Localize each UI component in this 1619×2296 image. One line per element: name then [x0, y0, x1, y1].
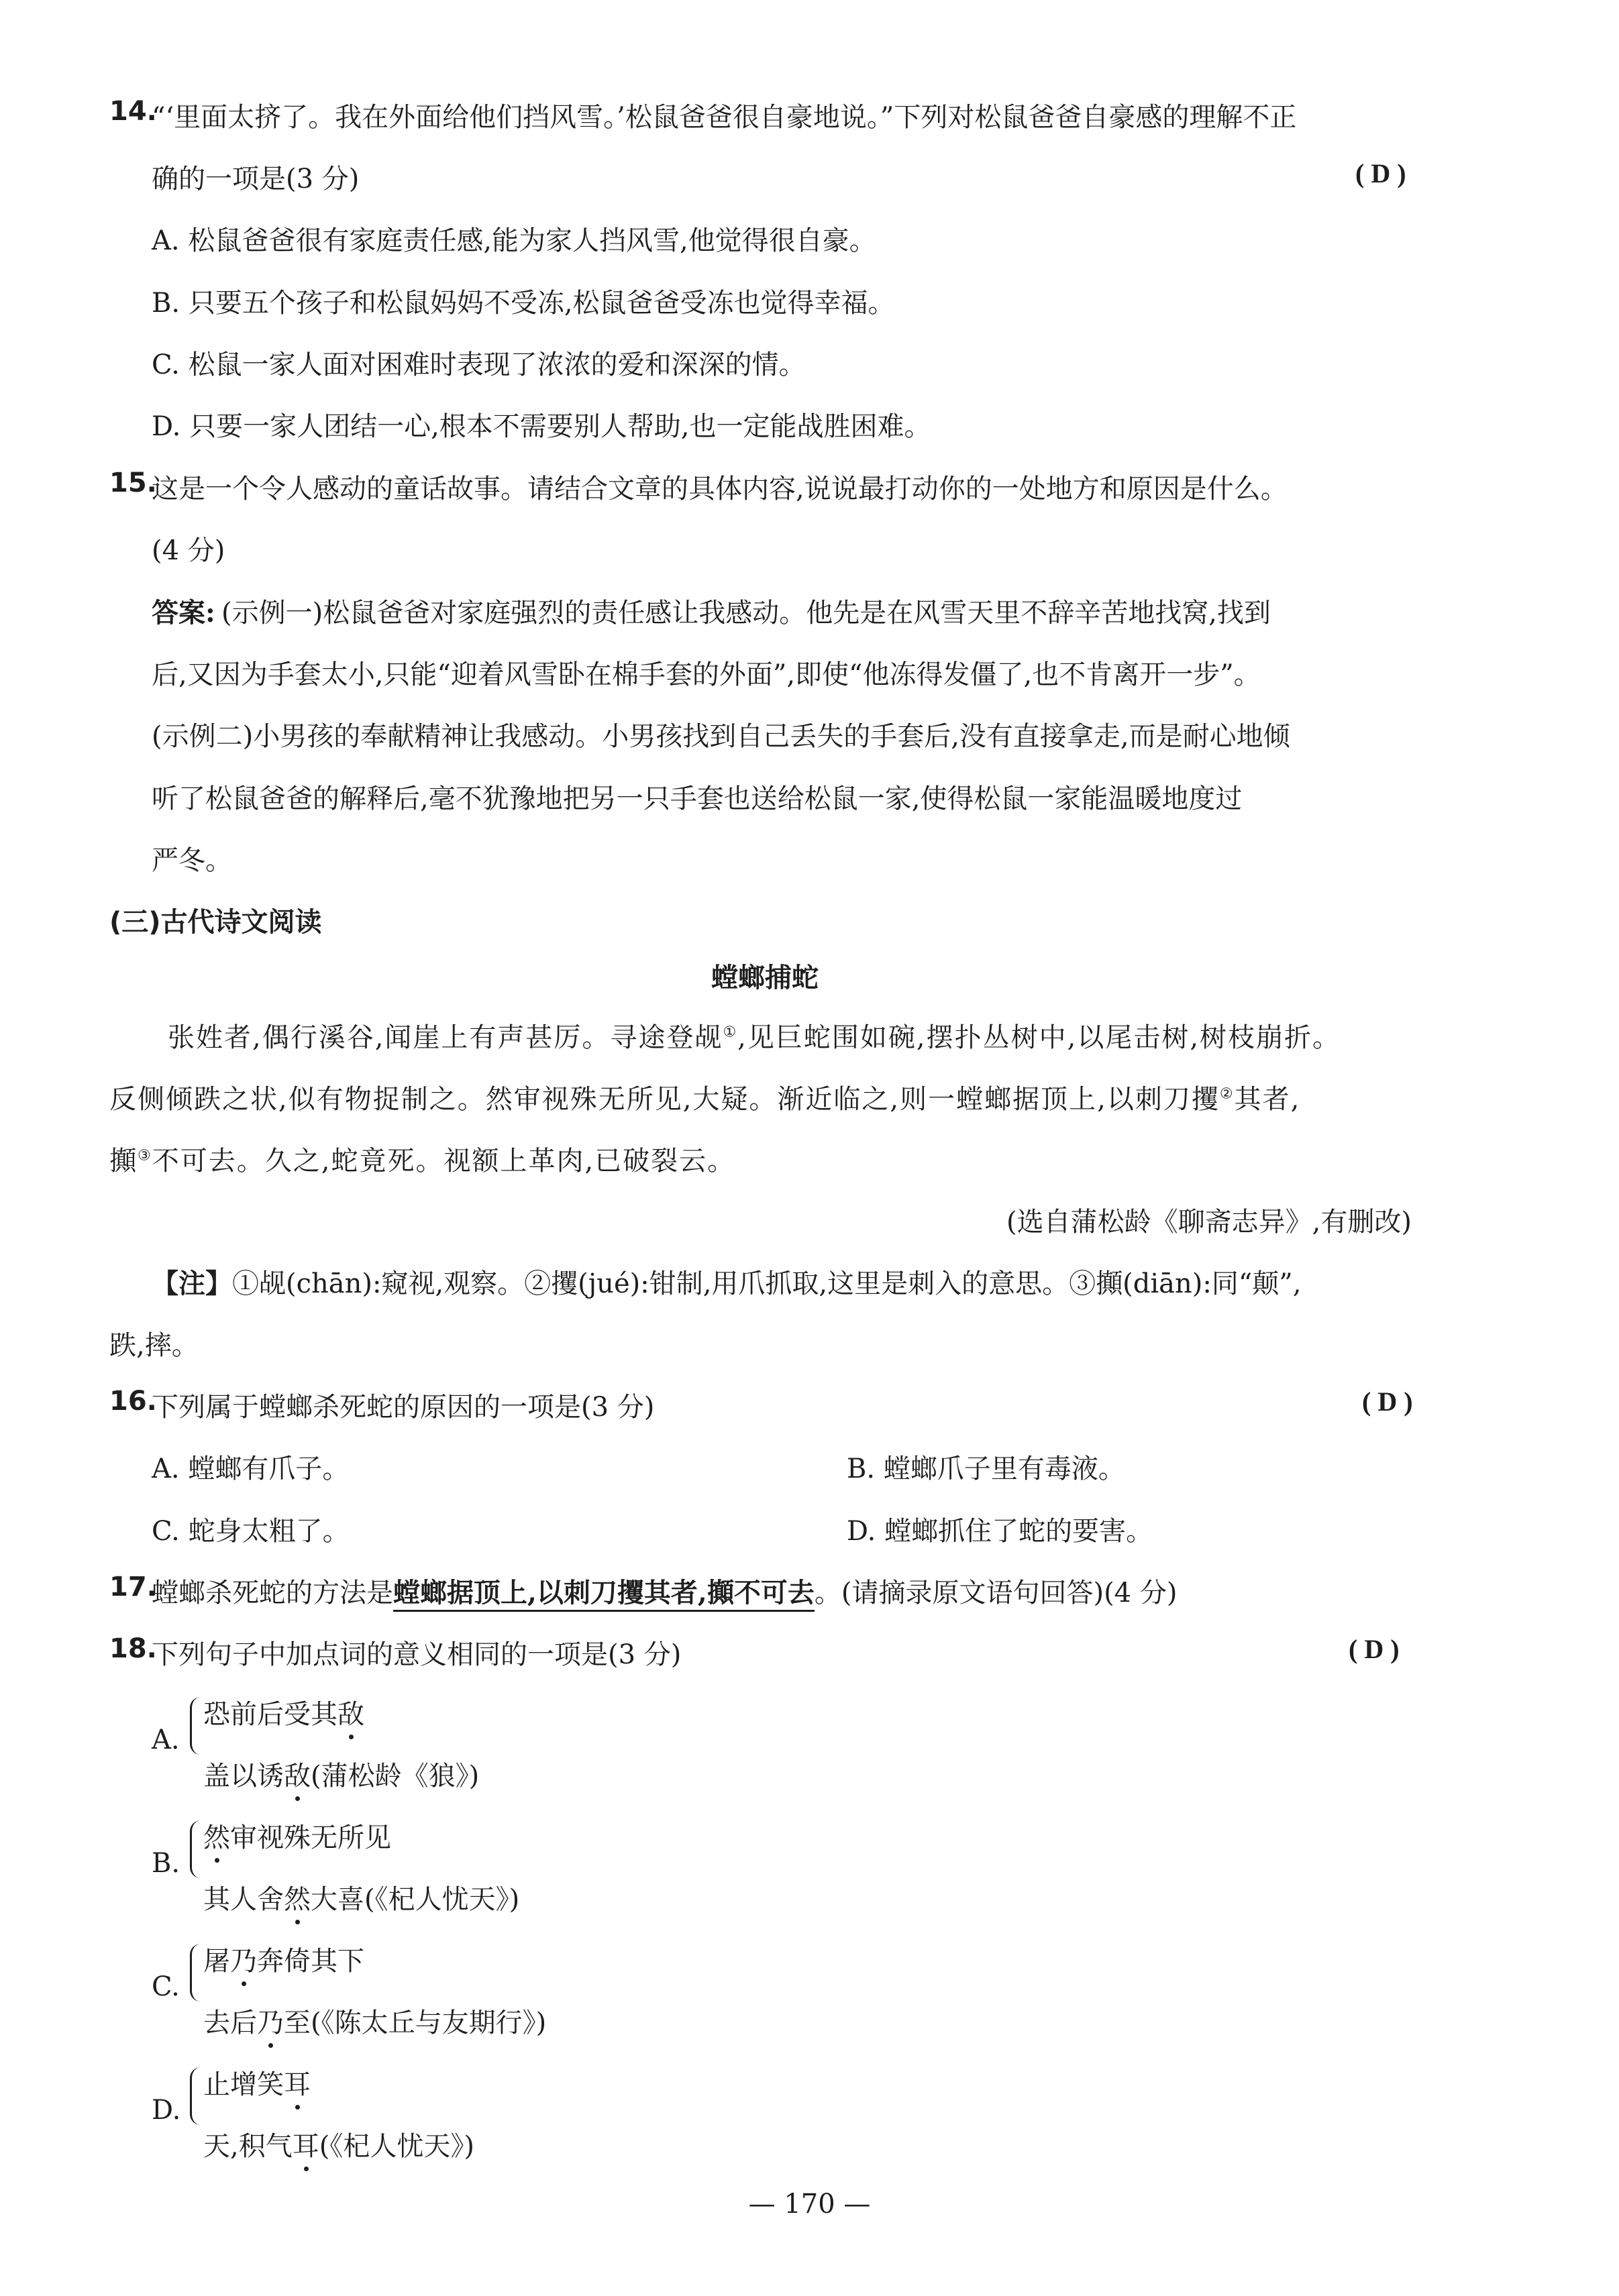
- q18-option-b-line2: 其人舍然大喜(《杞人忧天》): [203, 1878, 519, 1916]
- q15-number: 15.: [109, 468, 157, 498]
- q16-number: 16.: [109, 1386, 157, 1417]
- q15-answer-line4: 听了松鼠爸爸的解释后,毫不犹豫地把另一只手套也送给松鼠一家,使得松鼠一家能温暖地度过: [152, 783, 1243, 814]
- passage-note-line1: 【注】①觇(chān):窥视,观察。②攫(jué):钳制,用爪抓取,这里是刺入的意思。③攧(diān):同“颠”,: [152, 1268, 1302, 1299]
- q14-option-a: A. 松鼠爸爸很有家庭责任感,能为家人挡风雪,他觉得很自豪。: [152, 225, 876, 256]
- q18-option-c-brace: [190, 1944, 204, 2002]
- q14-option-d: D. 只要一家人团结一心,根本不需要别人帮助,也一定能战胜困难。: [152, 411, 931, 442]
- passage-title: 螳螂捕蛇: [711, 962, 819, 993]
- q15-answer-label: 答案:: [152, 597, 215, 628]
- q16-answer: ( D ): [1362, 1386, 1413, 1417]
- q18-option-d-line2: 天,积气耳(《杞人忧天》): [203, 2125, 474, 2163]
- q17-stem: 螳螂杀死蛇的方法是螳螂据顶上,以刺刀攫其者,攧不可去。(请摘录原文语句回答)(4 分): [152, 1572, 1177, 1610]
- q18-option-a-line1: 恐前后受其敌: [203, 1693, 364, 1731]
- q14-option-b: B. 只要五个孩子和松鼠妈妈不受冻,松鼠爸爸受冻也觉得幸福。: [152, 288, 895, 319]
- q16-option-b: B. 螳螂爪子里有毒液。: [847, 1454, 1125, 1484]
- q18-option-a-line2: 盖以诱敌(蒲松龄《狼》): [203, 1755, 479, 1793]
- q18-option-d-line1: 止增笑耳: [203, 2063, 311, 2101]
- passage-line3: 攧③不可去。久之,蛇竟死。视额上革肉,已破裂云。: [109, 1146, 736, 1177]
- q16-option-d: D. 螳螂抓住了蛇的要害。: [847, 1516, 1153, 1547]
- q15-stem-line1: 这是一个令人感动的童话故事。请结合文章的具体内容,说说最打动你的一处地方和原因是什么。: [152, 474, 1288, 504]
- q18-option-d-label: D.: [152, 2095, 181, 2126]
- q15-answer-line5: 严冬。: [152, 845, 232, 876]
- q18-option-a-label: A.: [152, 1725, 180, 1755]
- q15-answer-line2: 后,又因为手套太小,只能“迎着风雪卧在棉手套的外面”,即使“他冻得发僵了,也不肯离开一步”。: [152, 659, 1261, 690]
- q18-answer: ( D ): [1349, 1634, 1400, 1664]
- q14-option-c: C. 松鼠一家人面对困难时表现了浓浓的爱和深深的情。: [152, 349, 806, 380]
- q17-number: 17.: [109, 1572, 157, 1602]
- page-number: — 170 —: [748, 2189, 871, 2220]
- q15-answer-line3: (示例二)小男孩的奉献精神让我感动。小男孩找到自己丢失的手套后,没有直接拿走,而是耐心地倾: [152, 721, 1290, 752]
- q18-number: 18.: [109, 1633, 157, 1664]
- q16-option-c: C. 蛇身太粗了。: [152, 1516, 350, 1547]
- q17-answer: 螳螂据顶上,以刺刀攫其者,攧不可去: [393, 1577, 815, 1612]
- q14-stem-line1: “‘里面太挤了。我在外面给他们挡风雪。’松鼠爸爸很自豪地说。”下列对松鼠爸爸自豪感的理解不正: [152, 102, 1297, 133]
- q18-option-b-line1: 然审视殊无所见: [203, 1816, 391, 1855]
- passage-note-line2: 跌,摔。: [109, 1330, 199, 1361]
- q15-stem-line2: (4 分): [152, 535, 225, 566]
- q18-stem: 下列句子中加点词的意义相同的一项是(3 分): [152, 1639, 682, 1670]
- q15-answer-line1: (示例一)松鼠爸爸对家庭强烈的责任感让我感动。他先是在风雪天里不辞辛苦地找窝,找到: [221, 598, 1271, 628]
- passage-line1: 张姓者,偶行溪谷,闻崖上有声甚厉。寻途登觇①,见巨蛇围如碗,摆扑丛树中,以尾击树,树枝崩折。: [168, 1022, 1341, 1053]
- q18-option-b-brace: [190, 1820, 204, 1878]
- q16-stem: 下列属于螳螂杀死蛇的原因的一项是(3 分): [152, 1392, 655, 1423]
- section-heading: (三)古代诗文阅读: [109, 907, 322, 938]
- passage-source: (选自蒲松龄《聊斋志异》,有删改): [1006, 1207, 1412, 1238]
- passage-line2: 反侧倾跌之状,似有物捉制之。然审视殊无所见,大疑。渐近临之,则一螳螂据顶上,以刺刀攫②其者,: [109, 1084, 1301, 1115]
- q14-answer: ( D ): [1355, 158, 1406, 188]
- q18-option-b-label: B.: [152, 1848, 180, 1879]
- q18-option-a-brace: [190, 1697, 204, 1755]
- q18-option-c-line2: 去后乃至(《陈太丘与友期行》): [203, 2002, 546, 2040]
- q16-option-a: A. 螳螂有爪子。: [152, 1454, 350, 1484]
- q18-option-c-label: C.: [152, 1971, 180, 2002]
- q18-option-d-brace: [190, 2067, 204, 2125]
- q14-stem-line2: 确的一项是(3 分): [152, 164, 360, 195]
- q14-number: 14.: [109, 96, 157, 127]
- q18-option-c-line1: 屠乃奔倚其下: [203, 1940, 364, 1978]
